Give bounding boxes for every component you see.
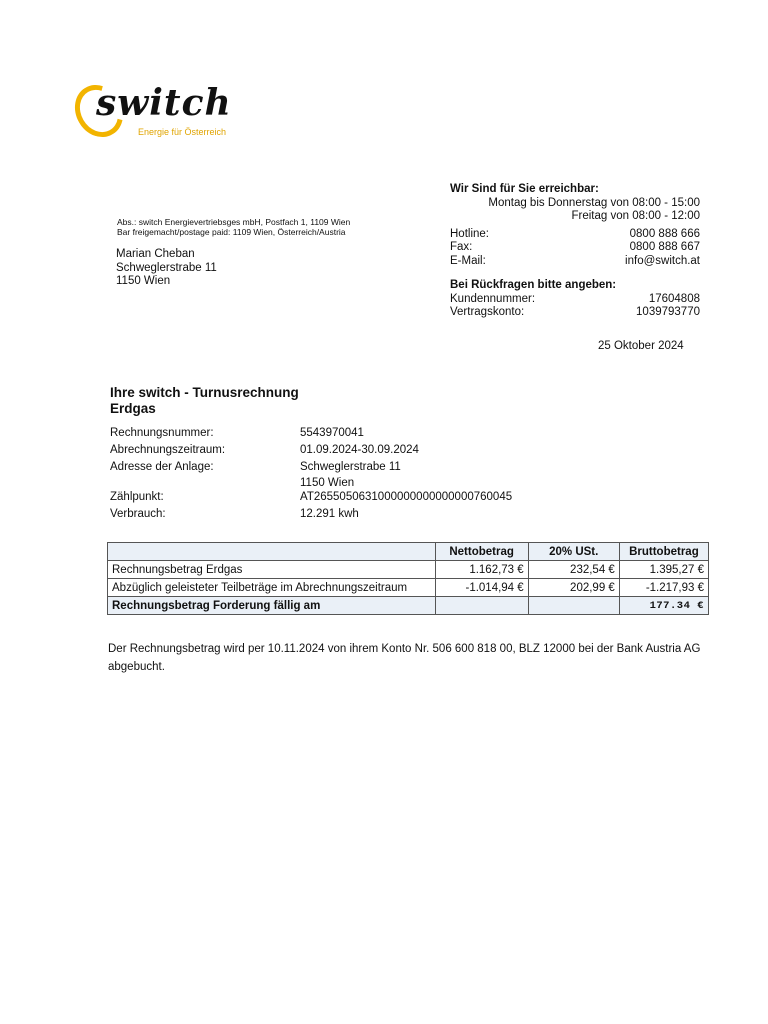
recipient-address xyxy=(116,248,217,289)
table-header-row xyxy=(108,543,709,561)
table-cell: Rechnungsbetrag Erdgas xyxy=(108,561,436,579)
table-cell: -1.217,93 € xyxy=(619,579,708,597)
table-header-cell xyxy=(108,543,436,561)
debit-note: Der Rechnungsbetrag wird per 10.11.2024 von ihrem Konto Nr. 506 600 818 00, BLZ 12000 bei der Bank Austria AG abgebucht. xyxy=(108,643,701,673)
table-cell xyxy=(528,597,619,615)
detail-row: 1150 Wien xyxy=(300,477,355,489)
amount-table xyxy=(107,542,709,615)
contact-row-email: E-Mail: info@switch.at xyxy=(450,254,700,267)
detail-row: Abrechnungszeitraum: 01.09.2024-30.09.2024 xyxy=(110,444,419,456)
invoice-date: 25 Oktober 2024 xyxy=(598,340,684,352)
contact-hours-1: Montag bis Donnerstag von 08:00 - 15:00 xyxy=(488,196,700,209)
contact-block xyxy=(450,183,700,320)
recipient-name: Marian Cheban xyxy=(116,248,195,260)
table-cell: 202,99 € xyxy=(528,579,619,597)
query-heading: Bei Rückfragen bitte angeben: xyxy=(450,279,617,291)
table-cell: -1.014,94 € xyxy=(435,579,528,597)
table-header-cell: Nettobetrag xyxy=(435,543,528,561)
table-total-row xyxy=(108,597,709,615)
detail-row: Adresse der Anlage: Schweglerstrabe 11 xyxy=(110,461,401,473)
contact-row-hotline: Hotline: 0800 888 666 xyxy=(450,227,700,240)
table-header-cell: 20% USt. xyxy=(528,543,619,561)
contact-hours-2: Freitag von 08:00 - 12:00 xyxy=(571,210,700,222)
recipient-street: Schweglerstrabe 11 xyxy=(116,261,217,274)
table-cell: 1.395,27 € xyxy=(619,561,708,579)
table-cell: 1.162,73 € xyxy=(435,561,528,579)
total-amount: 177.34 € xyxy=(619,597,708,615)
detail-row: Verbrauch: 12.291 kwh xyxy=(110,508,359,520)
table-cell xyxy=(435,597,528,615)
table-row xyxy=(108,579,709,597)
contact-heading: Wir Sind für Sie erreichbar: xyxy=(450,183,599,195)
query-row-contract-account: Vertragskonto: 1039793770 xyxy=(450,306,700,318)
total-label: Rechnungsbetrag Forderung fällig am xyxy=(108,597,436,615)
invoice-title: Ihre switch - Turnusrechnung Erdgas xyxy=(110,385,299,416)
detail-row: Zählpunkt: AT2655050631000000000000000760045 xyxy=(110,491,513,503)
table-cell: Abzüglich geleisteter Teilbeträge im Abrechnungszeitraum xyxy=(108,579,436,597)
table-cell: 232,54 € xyxy=(528,561,619,579)
query-row-customer-number: Kundennummer: 17604808 xyxy=(450,292,700,305)
contact-row-fax: Fax: 0800 888 667 xyxy=(450,241,700,253)
table-row xyxy=(108,561,709,579)
table-header-cell: Bruttobetrag xyxy=(619,543,708,561)
recipient-city: 1150 Wien xyxy=(116,275,171,287)
detail-row: Rechnungsnummer: 5543970041 xyxy=(110,427,364,439)
invoice-details xyxy=(110,427,600,525)
logo-wordmark: switch xyxy=(96,82,232,124)
sender-address: Abs.: switch Energievertriebsges mbH, Postfach 1, 1109 Wien Bar freigemacht/postage paid: 1109 Wien, Österreich/Austria xyxy=(117,217,351,237)
logo-tagline: Energie für Österreich xyxy=(138,127,227,137)
switch-logo xyxy=(76,84,256,144)
